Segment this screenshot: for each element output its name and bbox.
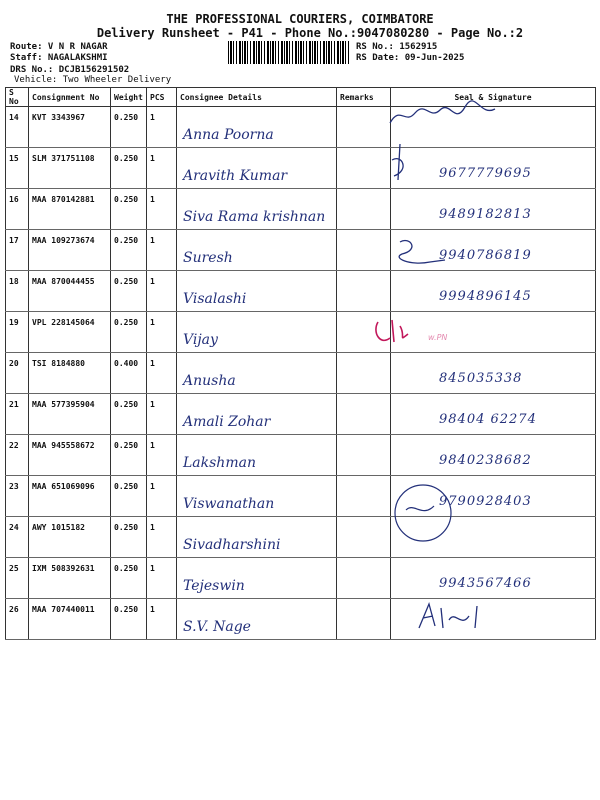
row-pcs: 1 <box>150 482 155 491</box>
row-signature-phone: 845035338 <box>439 371 523 386</box>
row-remarks <box>337 599 391 640</box>
row-remarks <box>337 476 391 517</box>
row-sno: 22 <box>9 441 19 450</box>
row-signature-phone: 9677779695 <box>439 166 532 181</box>
row-consignee-name: Suresh <box>183 250 233 266</box>
table-row <box>6 435 596 476</box>
table-row <box>6 230 596 271</box>
row-consignee-name: Anna Poorna <box>183 127 274 143</box>
signature-scribble-17 <box>390 232 450 272</box>
row-consignee-name: Tejeswin <box>183 578 245 594</box>
row-consignment-no: SLM 371751108 <box>32 154 95 163</box>
row-signature-phone: 9840238682 <box>439 453 532 468</box>
row-consignee-name: Aravith Kumar <box>183 168 288 184</box>
row-consignment-no: MAA 945558672 <box>32 441 95 450</box>
row-pcs: 1 <box>150 400 155 409</box>
row-consignment-no: TSI 8184880 <box>32 359 85 368</box>
row-consignee-name: S.V. Nage <box>183 619 251 635</box>
table-row <box>6 148 596 189</box>
signature-scribble-14 <box>385 95 505 135</box>
row-remarks <box>337 353 391 394</box>
row-consignment-no: MAA 109273674 <box>32 236 95 245</box>
row-pcs: 1 <box>150 523 155 532</box>
table-row <box>6 189 596 230</box>
row-remarks <box>337 558 391 599</box>
rs-date-label: RS Date: 09-Jun-2025 <box>356 53 465 63</box>
table-row <box>6 271 596 312</box>
header-signature: Seal & Signature <box>391 88 596 107</box>
row-pcs: 1 <box>150 564 155 573</box>
company-title: THE PROFESSIONAL COURIERS, COIMBATORE <box>166 12 434 26</box>
table-row <box>6 476 596 517</box>
row-remarks <box>337 148 391 189</box>
row-sno: 14 <box>9 113 19 122</box>
table-row <box>6 107 596 148</box>
staff-label: Staff: NAGALAKSHMI <box>10 53 108 63</box>
row-weight: 0.250 <box>114 154 139 163</box>
row-remarks <box>337 107 391 148</box>
row-pcs: 1 <box>150 195 155 204</box>
row-sno: 19 <box>9 318 19 327</box>
table-row <box>6 517 596 558</box>
row-consignee-name: Lakshman <box>183 455 256 471</box>
row-weight: 0.250 <box>114 523 139 532</box>
row-sno: 25 <box>9 564 19 573</box>
stamp-scribble-19 <box>370 312 470 352</box>
signature-scribble-15 <box>388 140 418 185</box>
row-consignee-name: Visalashi <box>183 291 247 307</box>
row-weight: 0.250 <box>114 236 139 245</box>
row-consignment-no: MAA 577395904 <box>32 400 95 409</box>
row-sno: 15 <box>9 154 19 163</box>
row-weight: 0.250 <box>114 113 139 122</box>
runsheet-title: Delivery Runsheet - P41 - Phone No.:9047080280 - Page No.:2 <box>96 26 524 40</box>
row-remarks <box>337 271 391 312</box>
header-consignment: Consignment No <box>29 88 111 107</box>
rs-no-label: RS No.: 1562915 <box>356 42 438 52</box>
table-header-row <box>6 88 596 107</box>
header-consignee: Consignee Details <box>177 88 337 107</box>
row-sno: 23 <box>9 482 19 491</box>
table-row <box>6 599 596 640</box>
row-pcs: 1 <box>150 236 155 245</box>
runsheet-table <box>5 87 596 640</box>
row-weight: 0.250 <box>114 195 139 204</box>
row-signature-phone: 9943567466 <box>439 576 532 591</box>
svg-text:w.PN: w.PN <box>428 333 448 342</box>
row-signature-phone: 9790928403 <box>439 494 532 509</box>
row-consignee-name: Amali Zohar <box>183 414 271 430</box>
row-signature-phone: 98404 62274 <box>439 412 537 427</box>
row-weight: 0.250 <box>114 318 139 327</box>
row-consignment-no: MAA 870044455 <box>32 277 95 286</box>
row-signature-phone: 9994896145 <box>439 289 532 304</box>
row-consignment-no: MAA 707440011 <box>32 605 95 614</box>
row-weight: 0.250 <box>114 441 139 450</box>
header-weight: Weight <box>111 88 147 107</box>
row-weight: 0.400 <box>114 359 139 368</box>
drs-label: DRS No.: DCJB156291502 <box>10 65 130 75</box>
row-sno: 17 <box>9 236 19 245</box>
header-pcs: PCS <box>147 88 177 107</box>
row-sno: 16 <box>9 195 19 204</box>
row-consignment-no: KVT 3343967 <box>32 113 85 122</box>
row-sno: 18 <box>9 277 19 286</box>
table-row <box>6 394 596 435</box>
row-remarks <box>337 230 391 271</box>
row-consignment-no: MAA 870142881 <box>32 195 95 204</box>
row-pcs: 1 <box>150 441 155 450</box>
row-pcs: 1 <box>150 359 155 368</box>
row-sno: 21 <box>9 400 19 409</box>
table-row <box>6 353 596 394</box>
stamp-circle-23 <box>388 478 458 548</box>
row-weight: 0.250 <box>114 605 139 614</box>
row-consignee-name: Vijay <box>183 332 218 348</box>
row-consignee-name: Viswanathan <box>183 496 275 512</box>
row-signature-phone: 9940786819 <box>439 248 532 263</box>
row-weight: 0.250 <box>114 277 139 286</box>
row-pcs: 1 <box>150 113 155 122</box>
row-remarks <box>337 394 391 435</box>
row-consignment-no: IXM 508392631 <box>32 564 95 573</box>
route-label: Route: V N R NAGAR <box>10 42 108 52</box>
table-row <box>6 558 596 599</box>
row-signature-phone: 9489182813 <box>439 207 532 222</box>
row-sno: 20 <box>9 359 19 368</box>
row-weight: 0.250 <box>114 482 139 491</box>
row-consignee-name: Anusha <box>183 373 236 389</box>
row-remarks <box>337 517 391 558</box>
row-pcs: 1 <box>150 605 155 614</box>
row-consignment-no: MAA 651069096 <box>32 482 95 491</box>
signature-scribble-26 <box>415 598 505 634</box>
header-remarks: Remarks <box>337 88 391 107</box>
row-pcs: 1 <box>150 277 155 286</box>
row-pcs: 1 <box>150 318 155 327</box>
row-sno: 24 <box>9 523 19 532</box>
vehicle-label: Vehicle: Two Wheeler Delivery <box>14 75 172 85</box>
row-sno: 26 <box>9 605 19 614</box>
row-consignee-name: Sivadharshini <box>183 537 281 553</box>
row-weight: 0.250 <box>114 564 139 573</box>
barcode <box>228 41 350 64</box>
row-pcs: 1 <box>150 154 155 163</box>
row-weight: 0.250 <box>114 400 139 409</box>
header-sno: S No <box>6 88 29 107</box>
row-remarks <box>337 435 391 476</box>
row-consignment-no: VPL 228145064 <box>32 318 95 327</box>
row-remarks <box>337 189 391 230</box>
row-consignment-no: AWY 1015182 <box>32 523 85 532</box>
row-consignee-name: Siva Rama krishnan <box>183 209 326 225</box>
table-row <box>6 312 596 353</box>
